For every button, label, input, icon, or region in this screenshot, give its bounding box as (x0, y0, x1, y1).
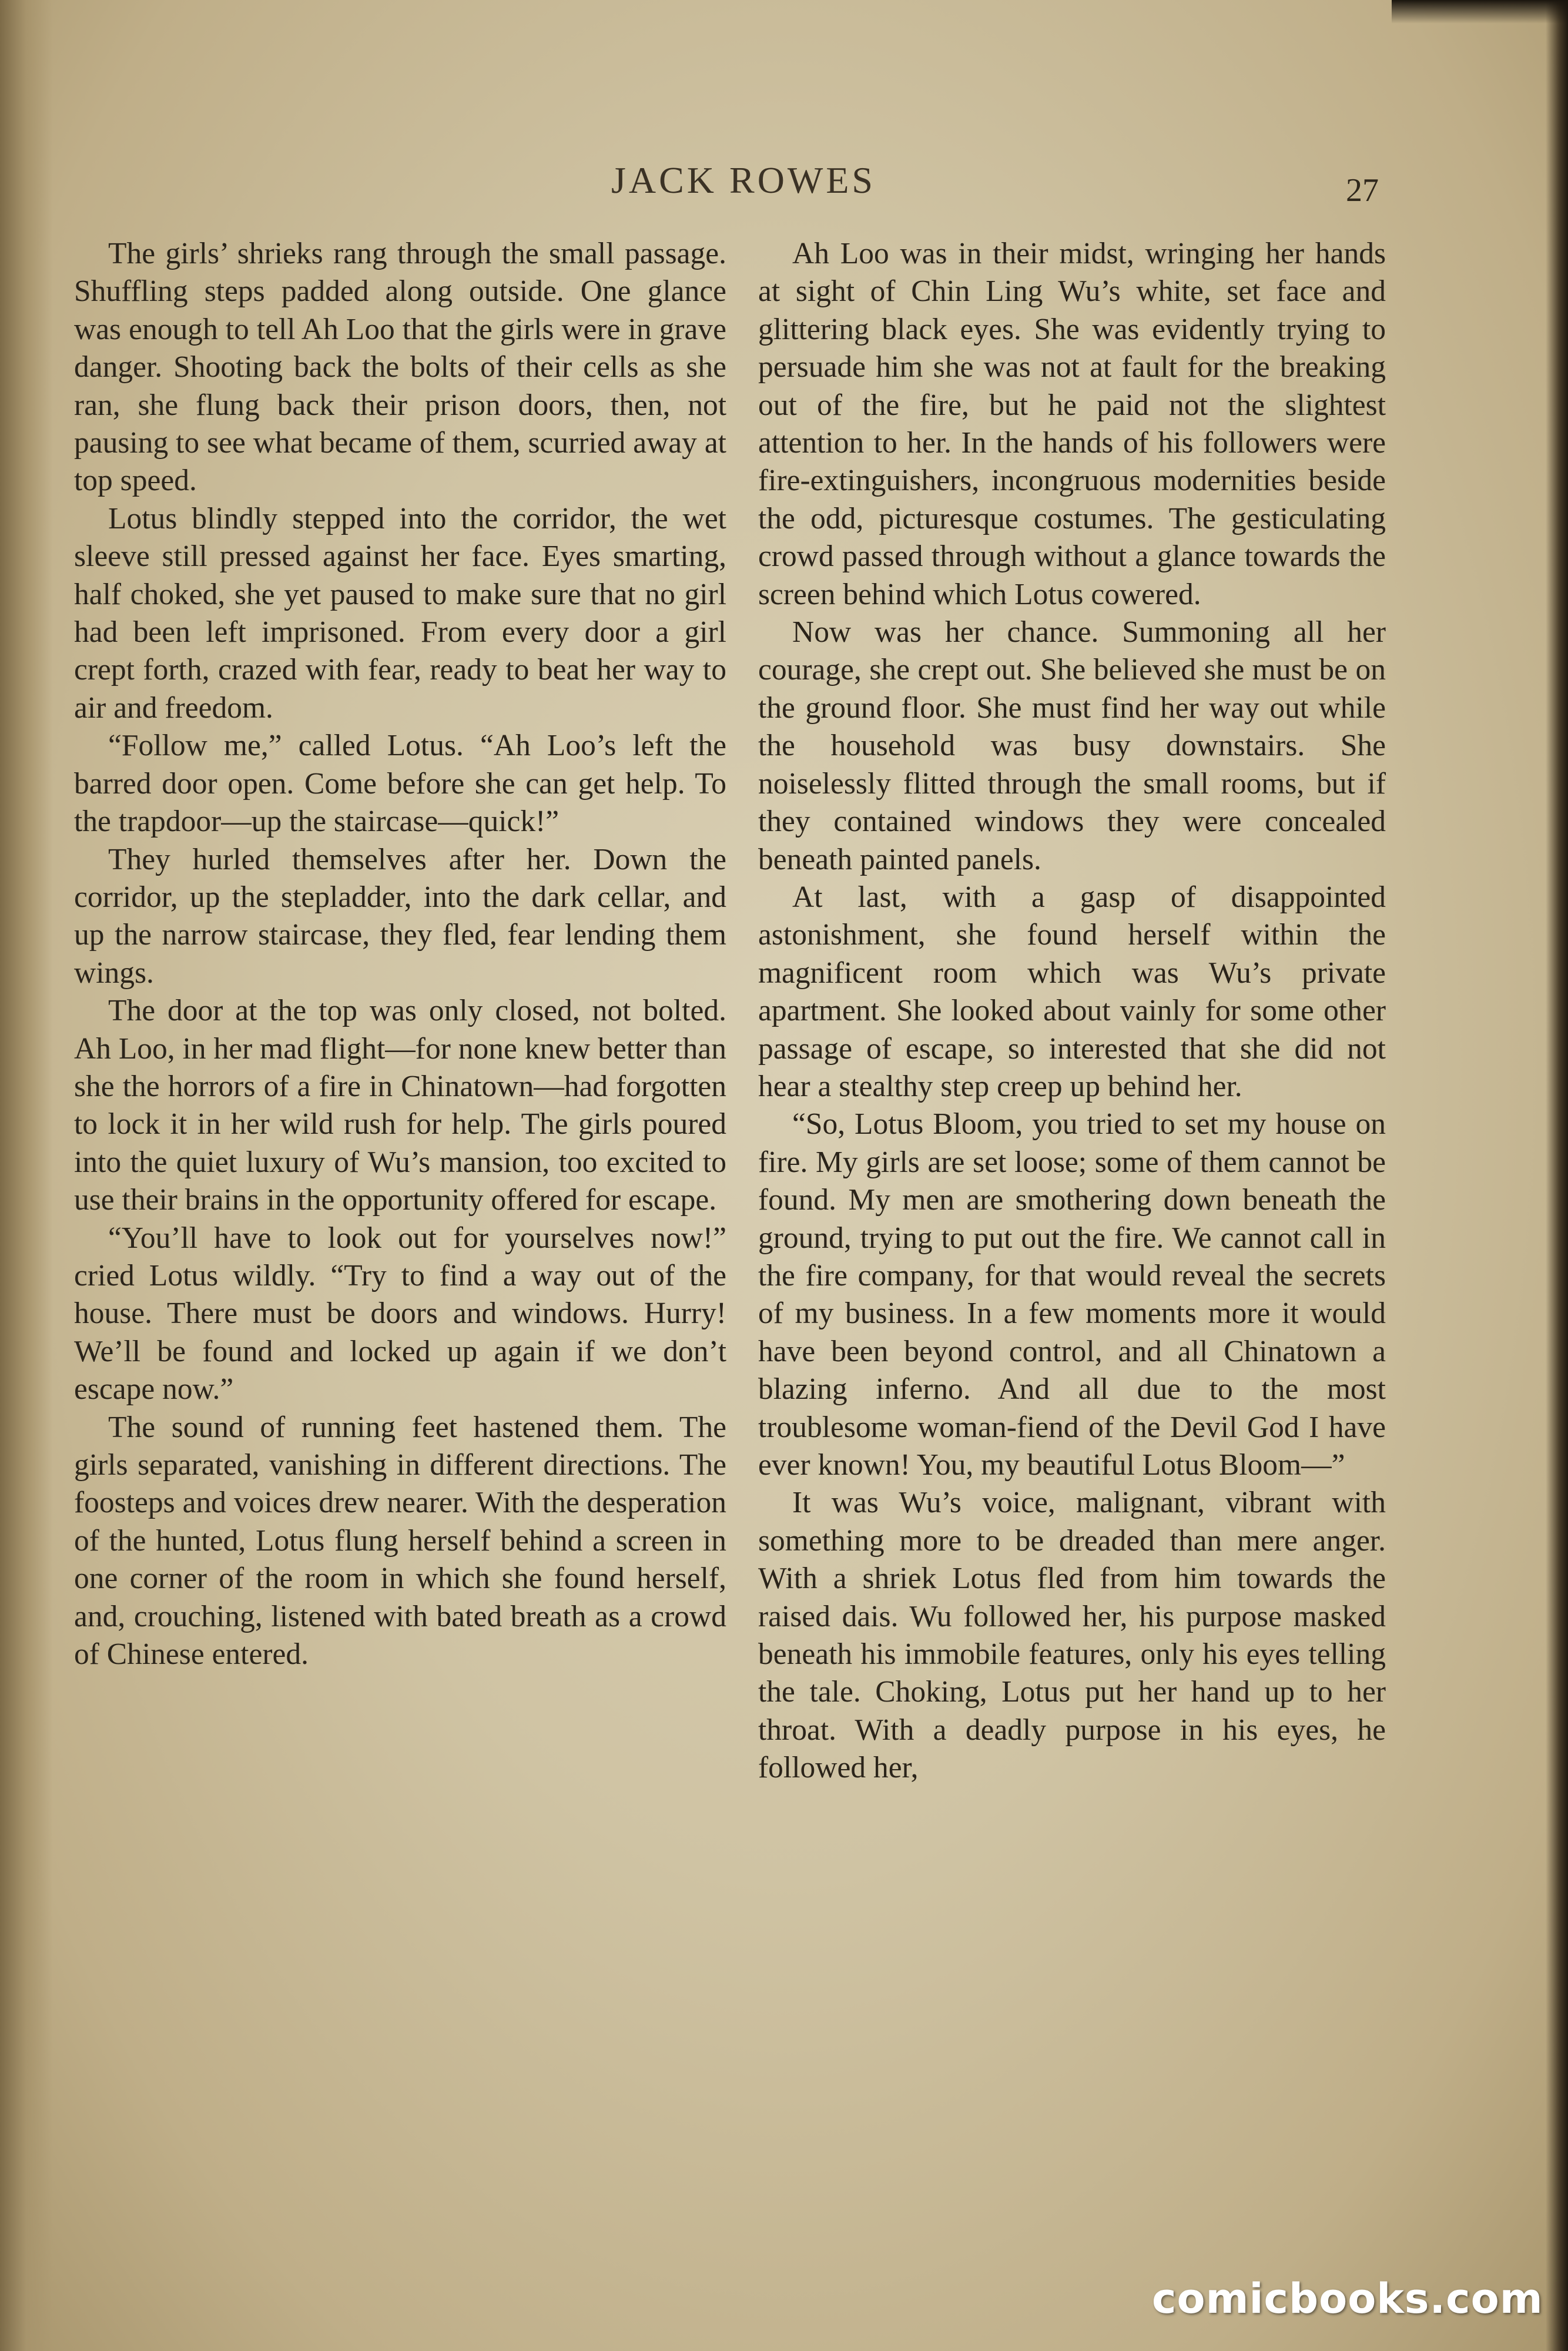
page-number: 27 (1346, 172, 1379, 209)
paragraph: “You’ll have to look out for yourselves now!” cried Lotus wildly. “Try to find a way out of the house. There must be doors and windows. Hurry! We’ll be found and locked up again if we don’t escape now.” (74, 1221, 726, 1406)
paragraph: They hurled themselves after her. Down the corridor, up the stepladder, into the dark cellar, and up the narrow staircase, they fled, fear lending them wings. (74, 842, 726, 990)
paragraph: The door at the top was only closed, not bolted. Ah Loo, in her mad flight—for none knew better than she the horrors of a fire in Chinatown—had forgotten to lock it in her wild rush for help. The girls poured into the quiet luxury of Wu’s mansion, too excited to use their brains in the opportunity offered for escape. (74, 994, 726, 1217)
running-head: JACK ROWES (611, 159, 876, 201)
left-column (74, 235, 726, 1673)
paragraph: The sound of running feet hastened them. The girls separated, vanishing in different directions. The foosteps and voices drew nearer. With the desperation of the hunted, Lotus flung herself behind a screen in one corner of the room in which she found herself, and, crouching, listened with bated breath as a crowd of Chinese entered. (74, 1410, 726, 1672)
paragraph: At last, with a gasp of disappointed astonishment, she found herself within the magnificent room which was Wu’s private apartment. She looked about vainly for some other passage of escape, so interested that she did not hear a stealthy step creep up behind her. (758, 880, 1386, 1103)
paragraph: Now was her chance. Summoning all her courage, she crept out. She believed she must be on the ground floor. She must find her way out while the household was busy downstairs. She noiselessly flitted through the small rooms, but if they contained windows they were concealed beneath painted panels. (758, 615, 1386, 876)
watermark: comicbooks.com (1152, 2275, 1543, 2323)
page-corner-shadow (1392, 0, 1568, 24)
binding-gutter (0, 0, 53, 2351)
paragraph: The girls’ shrieks rang through the small passage. Shuffling steps padded along outside. One glance was enough to tell Ah Loo that the girls were in grave danger. Shooting back the bolts of their cells as she ran, she flung back their prison doors, then, not pausing to see what became of them, scurried away at top speed. (74, 237, 726, 498)
paragraph: “So, Lotus Bloom, you tried to set my house on fire. My girls are set loose; some of them cannot be found. My men are smothering down beneath the ground, trying to put out the fire. We cannot call in the fire company, for that would reveal the secrets of my business. In a few moments more it would have been beyond control, and all Chinatown a blazing inferno. And all due to the most troublesome woman-fiend of the Devil God I have ever known! You, my beautiful Lotus Bloom—” (758, 1107, 1386, 1482)
right-column (758, 235, 1386, 1787)
paragraph: Lotus blindly stepped into the corridor, the wet sleeve still pressed against her face. Eyes smarting, half choked, she yet paused to make sure that no girl had been left imprisoned. From every door a girl crept forth, crazed with fear, ready to beat her way to air and freedom. (74, 501, 726, 725)
paragraph: It was Wu’s voice, malignant, vibrant with something more to be dreaded than mere anger. With a shriek Lotus fled from him towards the raised dais. Wu followed her, his purpose masked beneath his immobile features, only his eyes telling the tale. Choking, Lotus put her hand up to her throat. With a deadly purpose in his eyes, he followed her, (758, 1486, 1386, 1785)
paragraph: Ah Loo was in their midst, wringing her hands at sight of Chin Ling Wu’s white, set face and glittering black eyes. She was evidently trying to persuade him she was not at fault for the breaking out of the fire, but he paid not the slightest attention to her. In the hands of his followers were fire-extinguishers, incongruous modernities beside the odd, picturesque costumes. The gesticulating crowd passed through without a glance towards the screen behind which Lotus cowered. (758, 237, 1386, 611)
paragraph: “Follow me,” called Lotus. “Ah Loo’s left the barred door open. Come before she can get help. To the trapdoor—up the staircase—quick!” (74, 729, 726, 839)
page-edge-shadow (1546, 0, 1568, 2351)
